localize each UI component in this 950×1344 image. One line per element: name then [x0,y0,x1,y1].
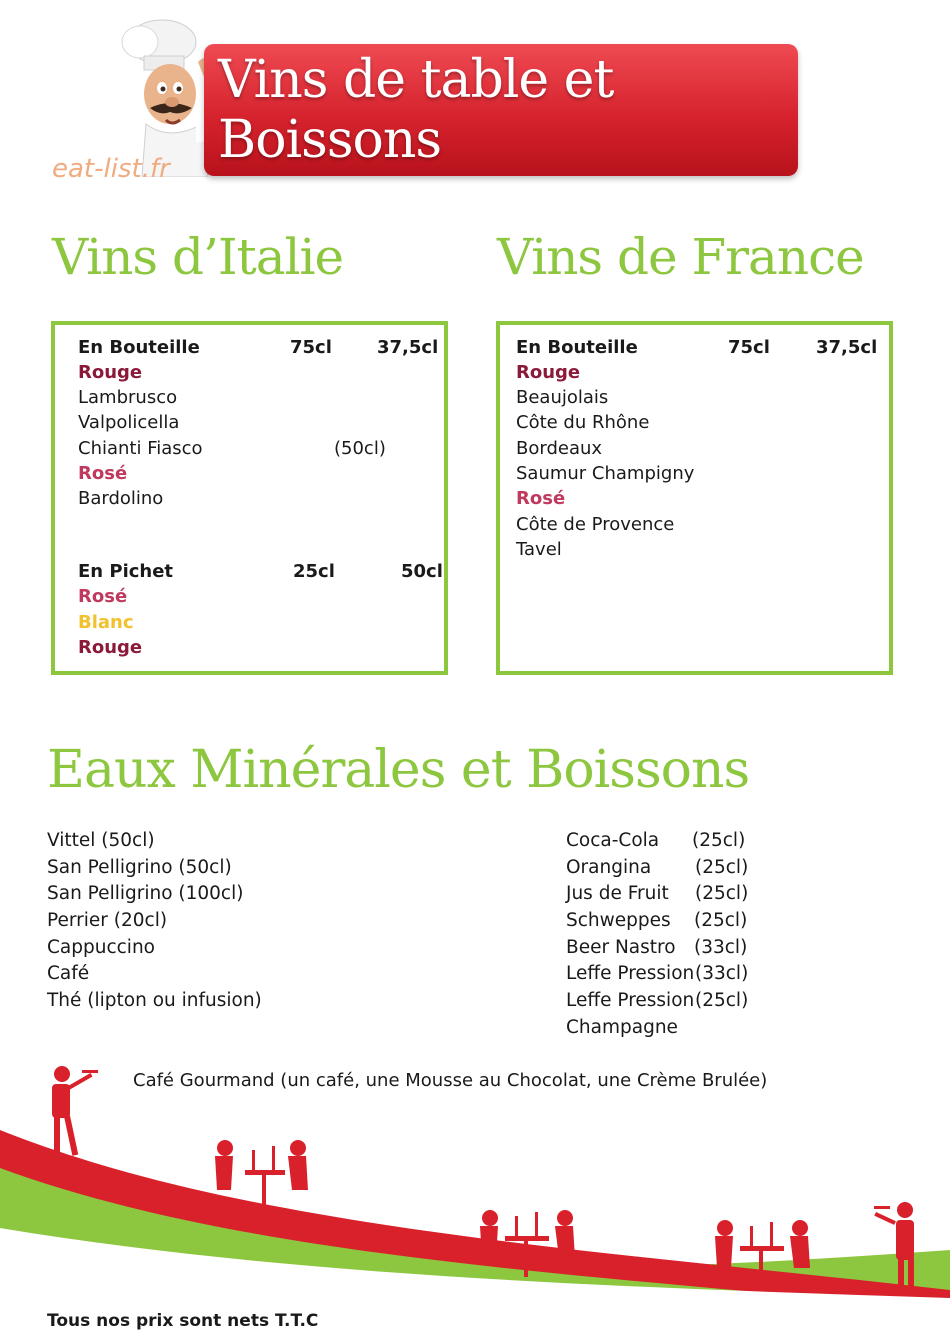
wine-category-rouge: Rouge [516,362,581,383]
cafe-gourmand-text: Café Gourmand (un café, une Mousse au Chocolat, une Crème Brulée) [133,1070,768,1091]
wine-item: Beaujolais [516,387,609,408]
france-wines-title: Vins de France [497,228,864,286]
drink-item: Leffe Pression [566,963,695,984]
wine-item: Côte du Rhône [516,412,650,433]
bottle-header-75cl: 75cl [290,337,332,358]
header-banner [204,44,798,176]
drink-volume: (25cl) [695,990,749,1011]
pitcher-header-50cl: 50cl [401,561,443,582]
drink-volume: (25cl) [695,883,749,904]
restaurant-scene-decoration [0,1060,950,1344]
france-wines-box [496,321,893,675]
drink-item: Perrier (20cl) [47,910,168,931]
drink-volume: (25cl) [692,830,746,851]
italy-wines-box [51,321,448,675]
drink-item: San Pelligrino (100cl) [47,883,244,904]
wine-category-blanc: Blanc [78,612,134,633]
wine-category-rouge: Rouge [78,362,143,383]
wine-item: Valpolicella [78,412,180,433]
bottle-header-label: En Bouteille [78,337,200,358]
drink-item: Beer Nastro [566,937,676,958]
pitcher-header-label: En Pichet [78,561,174,582]
pitcher-header-25cl: 25cl [293,561,335,582]
drink-volume: (25cl) [695,857,749,878]
wine-category-rouge: Rouge [78,637,143,658]
drink-item: Leffe Pression [566,990,695,1011]
drink-item: Schweppes [566,910,671,931]
drink-item: Orangina [566,857,652,878]
drink-item: Vittel (50cl) [47,830,155,851]
drink-volume: (33cl) [695,963,749,984]
drink-item: Cappuccino [47,937,155,958]
bottle-header-75cl: 75cl [728,337,770,358]
drinks-title: Eaux Minérales et Boissons [47,740,750,800]
drink-item: Thé (lipton ou infusion) [47,990,262,1011]
italy-wines-title: Vins d’Italie [52,228,344,286]
wine-item: Côte de Provence [516,514,675,535]
bottle-header-37cl: 37,5cl [377,337,439,358]
drink-item: San Pelligrino (50cl) [47,857,232,878]
drink-item: Coca-Cola [566,830,660,851]
page-title: Vins de table et Boissons [218,50,614,170]
drink-item: Café [47,963,90,984]
wine-item: Tavel [516,539,562,560]
footer-prices-note: Tous nos prix sont nets T.T.C [47,1311,319,1331]
diners-silhouette-icon [215,1140,308,1205]
wine-item: Chianti Fiasco [78,438,203,459]
wine-category-rose: Rosé [516,488,566,509]
wine-item: Bordeaux [516,438,603,459]
drink-item: Champagne [566,1017,678,1038]
drink-volume: (33cl) [694,937,748,958]
wine-item-note: (50cl) [334,438,386,459]
wine-item: Saumur Champigny [516,463,695,484]
drink-volume: (25cl) [694,910,748,931]
wine-item: Lambrusco [78,387,178,408]
bottle-header-37cl: 37,5cl [816,337,878,358]
wine-category-rose: Rosé [78,586,128,607]
waiter-silhouette-icon [52,1066,98,1156]
wine-category-rose: Rosé [78,463,128,484]
site-watermark: eat-list.fr [52,154,170,184]
wine-item: Bardolino [78,488,164,509]
bottle-header-label: En Bouteille [516,337,638,358]
drink-item: Jus de Fruit [566,883,669,904]
